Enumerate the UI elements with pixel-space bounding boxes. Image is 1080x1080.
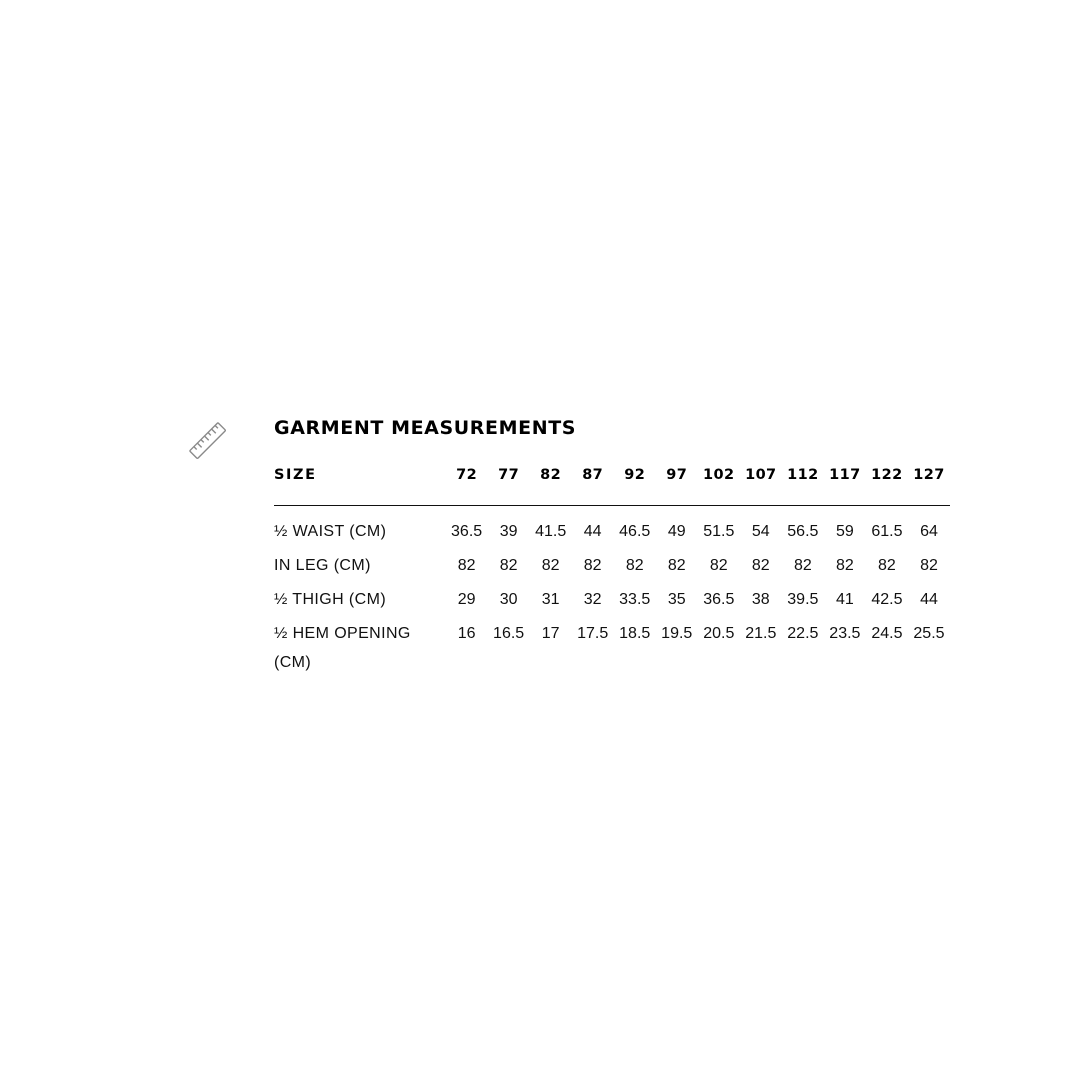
measurement-cell: 36.5: [703, 591, 735, 608]
measurement-cell: 29: [457, 591, 476, 608]
measurement-cell: 82: [920, 557, 938, 574]
row-label: ½ WAIST (CM): [274, 523, 387, 540]
row-label: ½ HEM OPENING (CM): [274, 625, 411, 671]
measurement-cell: 22.5: [787, 625, 819, 642]
row-label: IN LEG (CM): [274, 557, 371, 574]
size-header: 102: [698, 459, 740, 506]
measurement-cell: 82: [751, 557, 770, 574]
measurement-cell: 61.5: [871, 523, 903, 540]
measurement-cell: 42.5: [871, 591, 903, 608]
size-header: 112: [782, 459, 824, 506]
table-row: [274, 546, 950, 580]
measurement-cell: 64: [920, 523, 938, 540]
measurement-cell: 44: [583, 523, 602, 540]
measurement-cell: 82: [583, 557, 602, 574]
measurement-cell: 56.5: [787, 523, 819, 540]
measurement-cell: 35: [667, 591, 686, 608]
measurement-cell: 82: [457, 557, 476, 574]
measurement-cell: 33.5: [619, 591, 651, 608]
table-row: [274, 506, 950, 547]
size-header: 107: [740, 459, 782, 506]
table-row: [274, 614, 950, 677]
header-row: [274, 459, 950, 506]
measurement-cell: 16: [457, 625, 476, 642]
size-header: 77: [488, 459, 530, 506]
measurement-cell: 82: [878, 557, 896, 574]
measurement-cell: 19.5: [661, 625, 693, 642]
measurement-cell: 36.5: [451, 523, 483, 540]
size-header: 122: [866, 459, 908, 506]
measurements-panel: [274, 414, 950, 677]
measurement-cell: 17: [541, 625, 560, 642]
measurement-cell: 21.5: [745, 625, 777, 642]
measurement-cell: 44: [920, 591, 938, 608]
measurement-cell: 41.5: [535, 523, 567, 540]
ruler-icon: [188, 420, 228, 462]
measurement-cell: 18.5: [619, 625, 651, 642]
measurement-cell: 82: [499, 557, 518, 574]
measurement-cell: 82: [541, 557, 560, 574]
measurement-cell: 31: [541, 591, 560, 608]
measurement-cell: 20.5: [703, 625, 735, 642]
measurement-cell: 17.5: [577, 625, 609, 642]
size-header: 92: [614, 459, 656, 506]
measurement-cell: 32: [583, 591, 602, 608]
section-title: GARMENT MEASUREMENTS: [274, 417, 577, 439]
measurement-cell: 46.5: [619, 523, 651, 540]
measurement-cell: 24.5: [871, 625, 903, 642]
table-row: [274, 580, 950, 614]
measurement-cell: 51.5: [703, 523, 735, 540]
row-label: ½ THIGH (CM): [274, 591, 387, 608]
measurement-cell: 82: [835, 557, 854, 574]
measurement-cell: 25.5: [913, 625, 945, 642]
size-header: 87: [572, 459, 614, 506]
measurement-cell: 41: [835, 591, 854, 608]
size-header: 82: [530, 459, 572, 506]
size-header: 72: [446, 459, 488, 506]
measurement-cell: 82: [625, 557, 644, 574]
measurement-cell: 16.5: [493, 625, 525, 642]
measurement-cell: 23.5: [829, 625, 861, 642]
measurement-cell: 82: [667, 557, 686, 574]
size-header: 97: [656, 459, 698, 506]
measurement-cell: 38: [751, 591, 770, 608]
measurement-cell: 39: [499, 523, 518, 540]
size-header-label: SIZE: [274, 459, 446, 506]
measurement-cell: 59: [835, 523, 854, 540]
measurement-cell: 82: [709, 557, 728, 574]
measurements-table: [274, 459, 950, 677]
size-header: 127: [908, 459, 950, 506]
measurement-cell: 82: [793, 557, 812, 574]
measurement-cell: 30: [499, 591, 518, 608]
measurement-cell: 49: [667, 523, 686, 540]
measurement-cell: 39.5: [787, 591, 819, 608]
measurement-cell: 54: [751, 523, 770, 540]
size-header: 117: [824, 459, 866, 506]
